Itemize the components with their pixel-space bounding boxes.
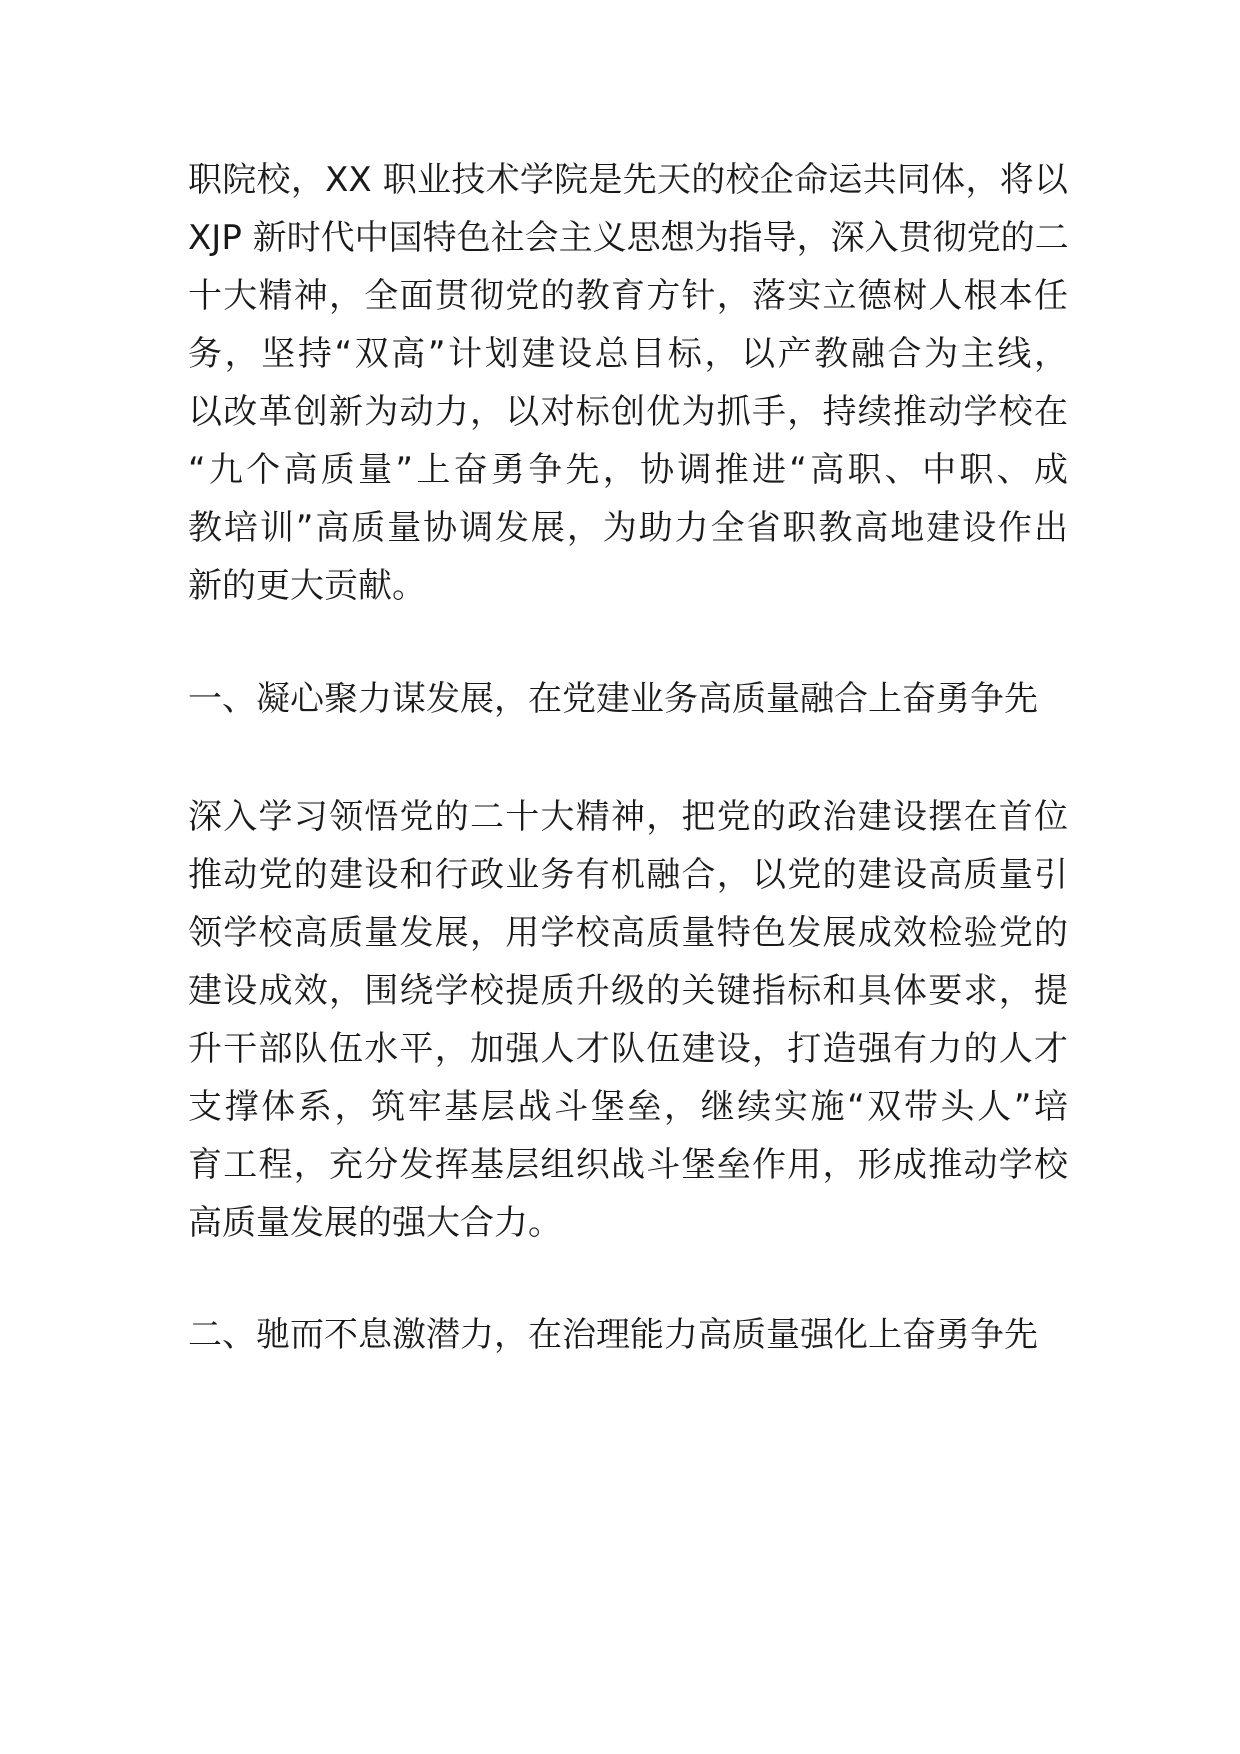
- paragraph-2-line-3: 领学校高质量发展，用学校高质量特色发展成效检验党的: [188, 913, 1068, 953]
- paragraph-1-line-1: 职院校，XX 职业技术学院是先天的校企命运共同体，将以: [188, 160, 1068, 200]
- paragraph-2-line-8: 高质量发展的强大合力。: [188, 1203, 562, 1243]
- paragraph-1-line-5: 以改革创新为动力，以对标创优为抓手，持续推动学校在: [188, 392, 1068, 432]
- paragraph-1-line-7: 教培训”高质量协调发展，为助力全省职教高地建设作出: [188, 508, 1068, 548]
- paragraph-2-line-4: 建设成效，围绕学校提质升级的关键指标和具体要求，提: [188, 971, 1068, 1011]
- section-heading-1: 一、凝心聚力谋发展，在党建业务高质量融合上奋勇争先: [188, 679, 1038, 719]
- section-heading-2: 二、驰而不息激潜力，在治理能力高质量强化上奋勇争先: [188, 1315, 1038, 1355]
- paragraph-2-line-6: 支撑体系，筑牢基层战斗堡垒，继续实施“双带头人”培: [188, 1087, 1068, 1127]
- paragraph-2-line-7: 育工程，充分发挥基层组织战斗堡垒作用，形成推动学校: [188, 1145, 1068, 1185]
- paragraph-1-line-8: 新的更大贡献。: [188, 566, 426, 606]
- paragraph-1-line-6: “九个高质量”上奋勇争先，协调推进“高职、中职、成: [188, 450, 1068, 490]
- paragraph-1-line-2: XJP 新时代中国特色社会主义思想为指导，深入贯彻党的二: [188, 218, 1069, 258]
- paragraph-2-line-2: 推动党的建设和行政业务有机融合，以党的建设高质量引: [188, 855, 1068, 895]
- paragraph-1-line-3: 十大精神，全面贯彻党的教育方针，落实立德树人根本任: [188, 276, 1068, 316]
- paragraph-2-line-1: 深入学习领悟党的二十大精神，把党的政治建设摆在首位: [188, 797, 1068, 837]
- paragraph-1-line-4: 务，坚持“双高”计划建设总目标，以产教融合为主线，: [188, 334, 1068, 374]
- paragraph-2-line-5: 升干部队伍水平，加强人才队伍建设，打造强有力的人才: [188, 1029, 1068, 1069]
